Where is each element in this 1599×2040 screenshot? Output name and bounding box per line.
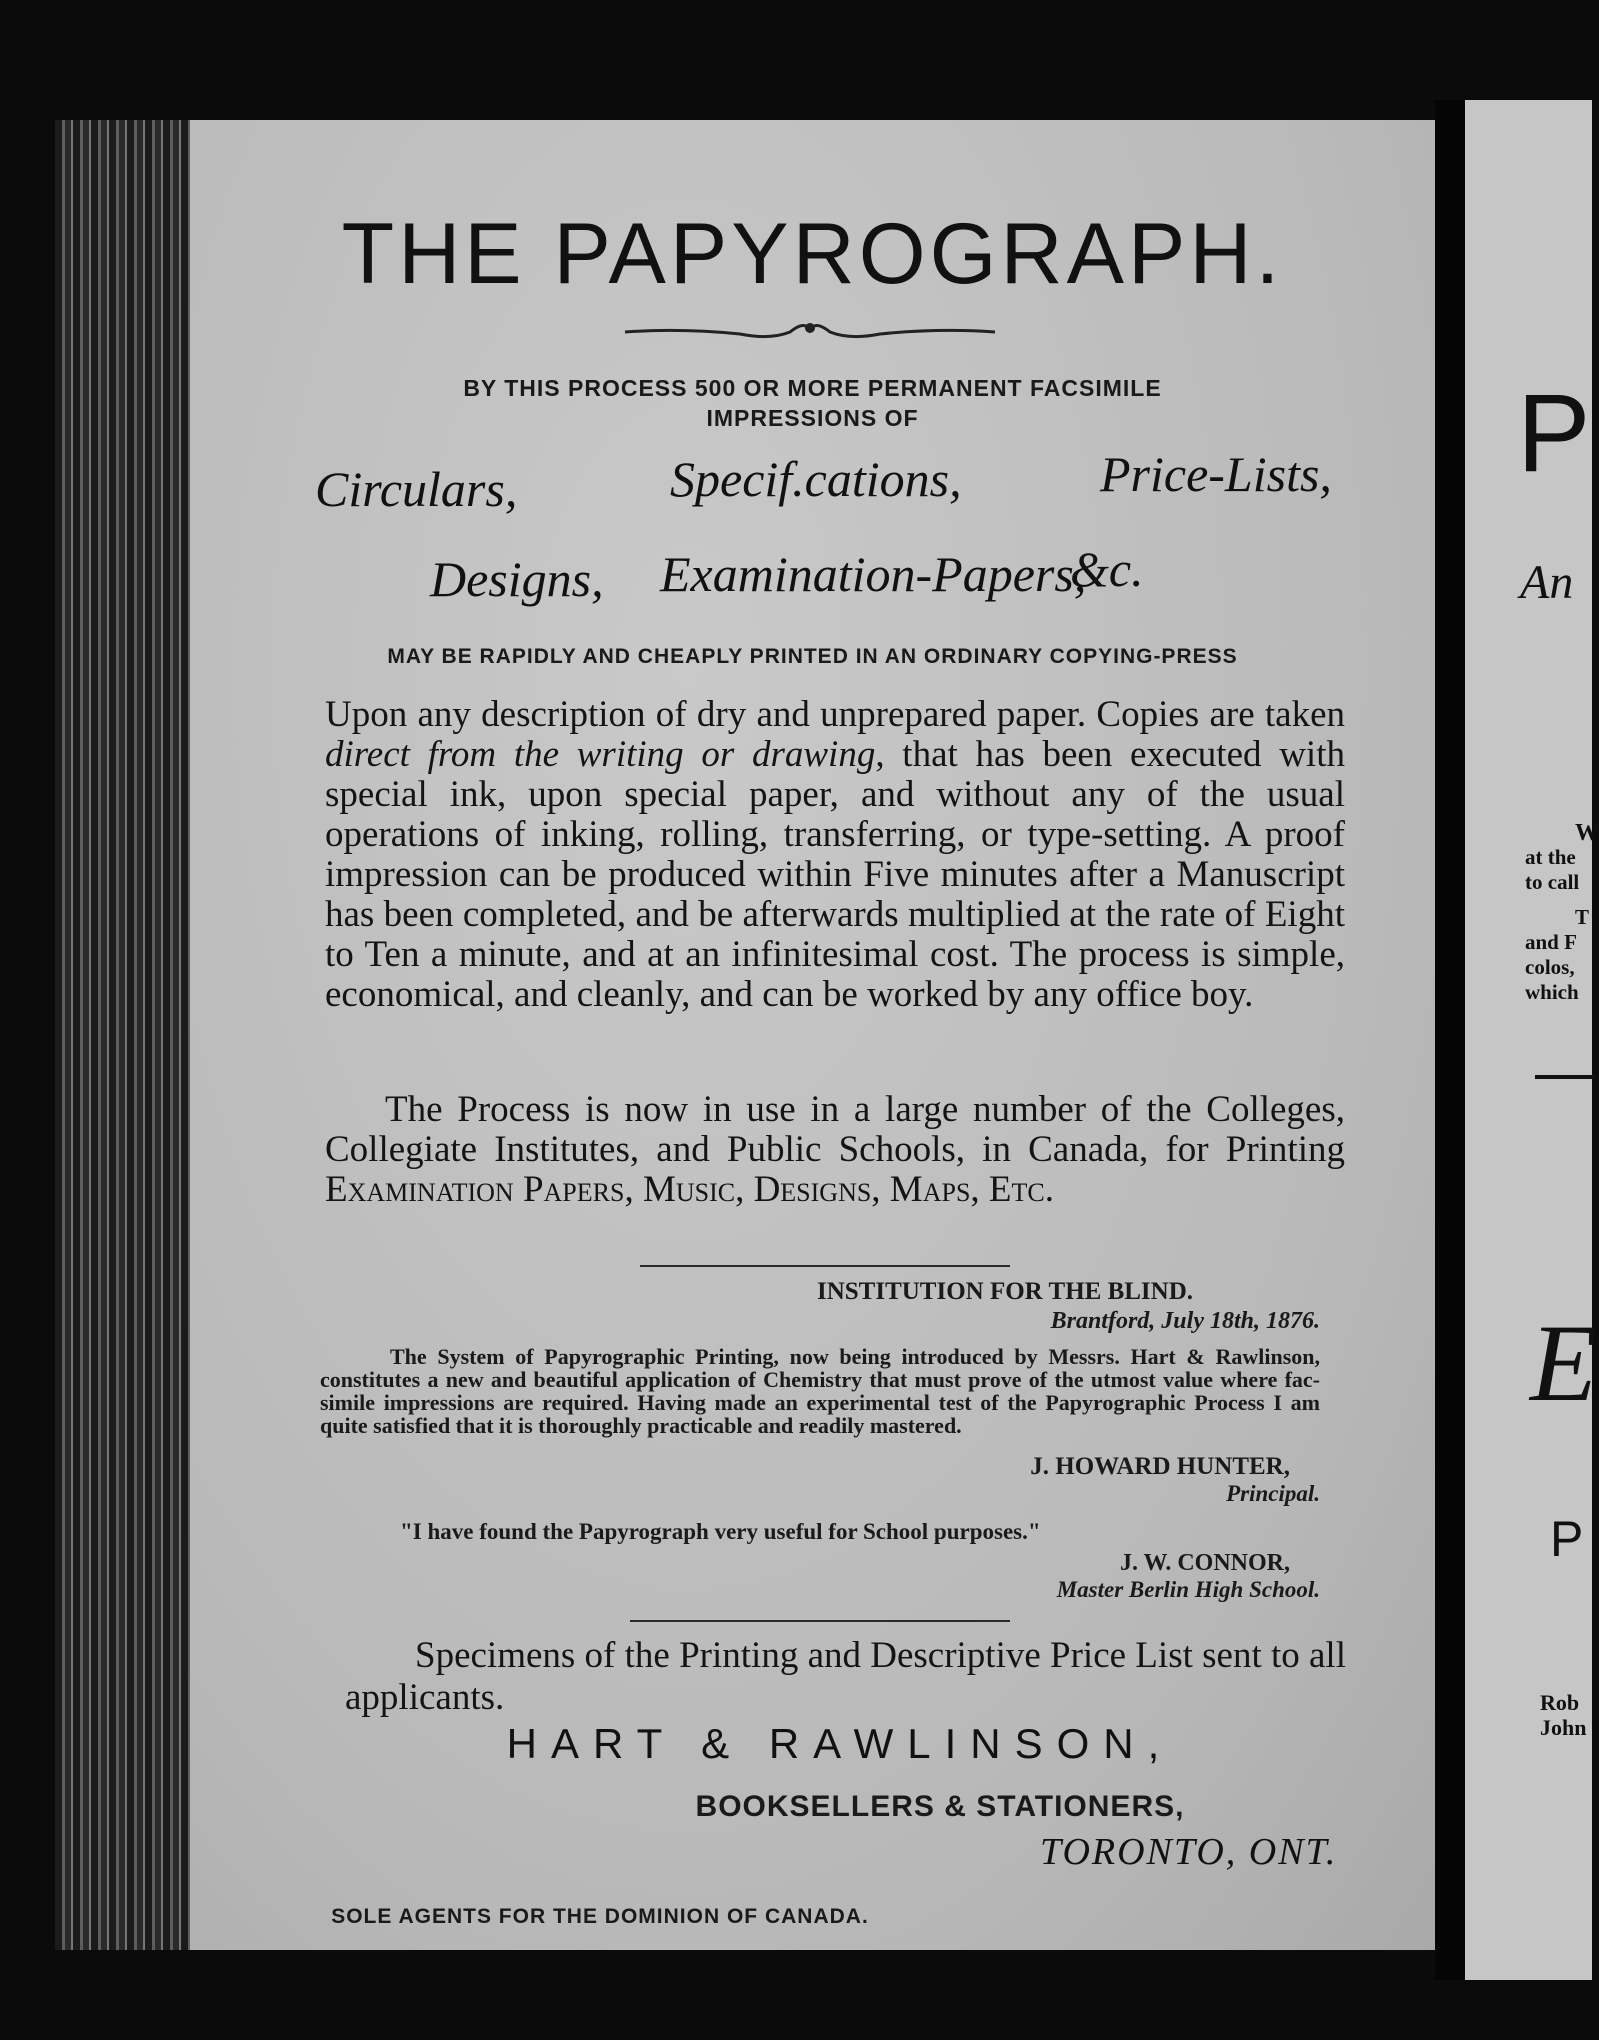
testimonial-text: The System of Papyrographic Printing, now being introduced by Messrs. Hart & Rawlinson, constitutes a new and beautiful application of Chemistry that must prove of the utmost value where fac-simile impressions are required. Having made an experimental test of the Papyrographic Process I am quite satisfied that it is thoroughly practicable and readily mastered.: [320, 1344, 1320, 1438]
testimonial-2-quote: "I have found the Papyrograph very useful for School purposes.": [400, 1519, 1041, 1544]
firm-name: HART & RAWLINSON,: [506, 1720, 1174, 1767]
page: [190, 120, 1435, 1950]
script-item-price-lists: Price-Lists,: [1100, 446, 1332, 502]
facing-fragment: and F: [1525, 930, 1577, 954]
intro-line-1: BY THIS PROCESS 500 OR MORE PERMANENT FACSIMILE: [463, 375, 1162, 401]
book-gutter: [1435, 100, 1465, 1980]
facing-page: [1465, 100, 1599, 1980]
script-item-etc: &c.: [1070, 541, 1144, 597]
subhead: MAY BE RAPIDLY AND CHEAPLY PRINTED IN AN ORDINARY COPYING-PRESS: [387, 645, 1238, 668]
divider-rule-2: [630, 1620, 1010, 1622]
firm-trade: BOOKSELLERS & STATIONERS,: [695, 1790, 1185, 1823]
testimonial-2-signer: J. W. CONNOR,: [1119, 1550, 1290, 1576]
body-1-end: , that has been executed with special ink, upon special paper, and without any of the usual operations of inking, rolling, transferring, or type-setting. A proof impression can be produced within Five minutes after a Manuscript has been completed, and be afterwards multiplied at the rate of Eight to Ten a minute, and at an infinitesimal cost. The process is simple, economical, and cleanly, and can be worked by any office boy.: [325, 734, 1345, 1015]
script-item-specifications: Specif.cations,: [670, 451, 962, 507]
facing-fragment: colos,: [1525, 955, 1575, 979]
facing-fragment: John: [1540, 1715, 1587, 1740]
testimonial-heading: INSTITUTION FOR THE BLIND.: [816, 1278, 1194, 1305]
script-item-designs: Designs,: [430, 551, 604, 607]
intro-line-2: IMPRESSIONS OF: [706, 405, 919, 431]
facing-fragment: W: [1575, 820, 1599, 846]
testimonial-role: Principal.: [1226, 1481, 1320, 1506]
page-title: THE PAPYROGRAPH.: [341, 206, 1284, 302]
testimonial-2-role: Master Berlin High School.: [1056, 1577, 1320, 1602]
specimens-line: Specimens of the Printing and Descriptive Price List sent to all applicants.: [345, 1635, 1346, 1718]
script-item-examination-papers: Examination-Papers,: [660, 546, 1087, 602]
testimonial-place-date: Brantford, July 18th, 1876.: [1050, 1308, 1320, 1334]
facing-fragment: P: [1550, 1511, 1584, 1567]
facing-fragment: at the: [1525, 845, 1576, 869]
firm-city: TORONTO, ONT.: [1040, 1831, 1338, 1873]
facing-fragment: E: [1530, 1302, 1598, 1424]
divider-rule: [640, 1265, 1010, 1267]
facing-fragment: P: [1517, 372, 1591, 495]
body-1-italic: direct from the writing or drawing: [325, 734, 876, 775]
body-2-start: The Process is now in use in a large number of the Colleges, Collegiate Institutes, and Public Schools, in Canada, for Printing: [325, 1089, 1345, 1170]
ornament-divider: [620, 310, 1000, 350]
testimonial-signer: J. HOWARD HUNTER,: [1030, 1453, 1290, 1480]
facing-fragment: T: [1575, 905, 1590, 929]
facing-fragment: Rob: [1540, 1690, 1580, 1715]
facing-fragment: An: [1520, 556, 1574, 609]
script-item-circulars: Circulars,: [315, 461, 518, 517]
body-paragraph-2: [325, 1090, 1345, 1210]
sole-agents: SOLE AGENTS FOR THE DOMINION OF CANADA.: [331, 1905, 869, 1928]
facing-fragment: which: [1525, 980, 1579, 1004]
body-1-start: Upon any description of dry and unprepared paper. Copies are taken: [325, 694, 1345, 735]
facing-rule: [1535, 1075, 1595, 1079]
body-2-small-caps: Examination Papers, Music, Designs, Maps, Etc.: [325, 1169, 1054, 1210]
body-paragraph-1: [325, 695, 1345, 1015]
page-edges: [55, 120, 195, 1950]
facing-fragment: to call: [1525, 870, 1580, 894]
